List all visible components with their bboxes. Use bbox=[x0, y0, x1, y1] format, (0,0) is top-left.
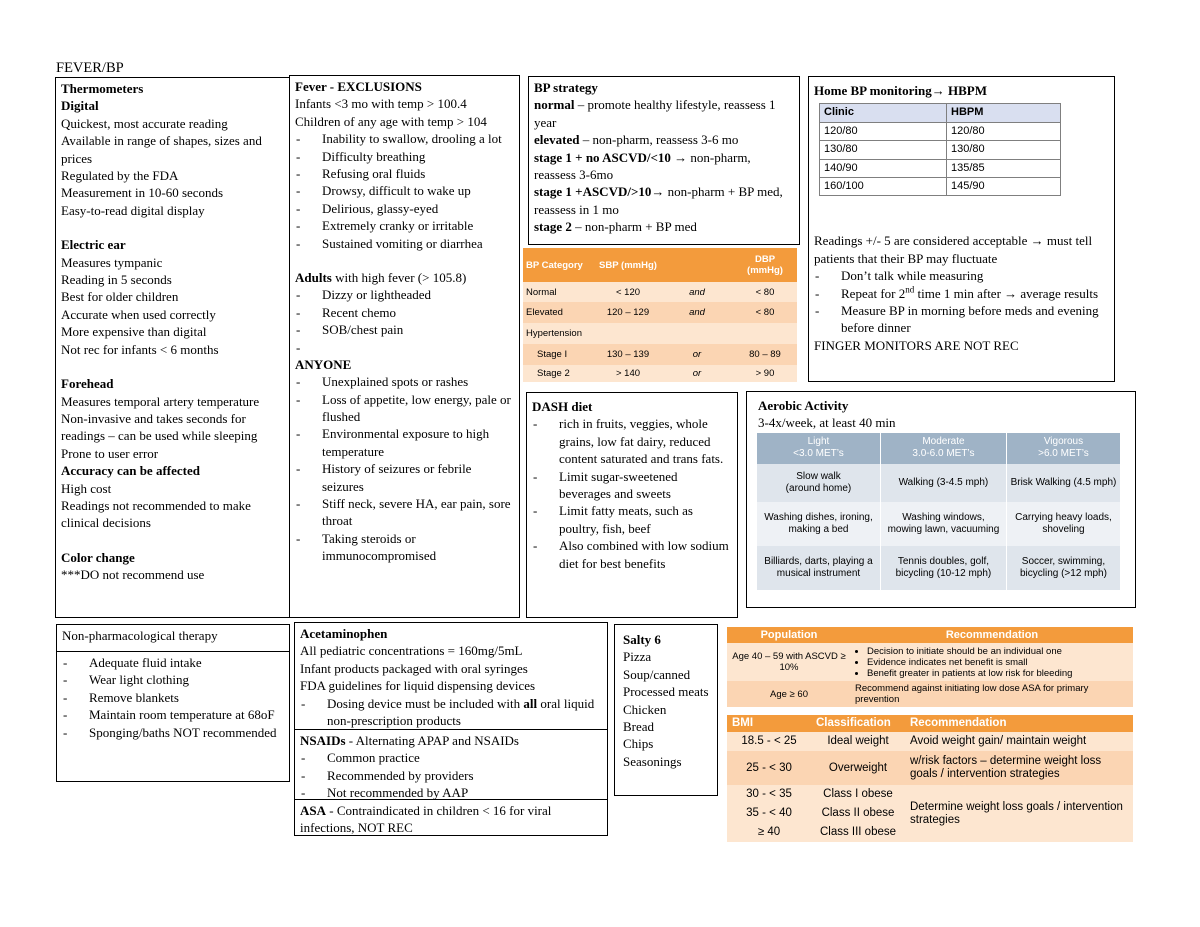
table-cell: Tennis doubles, golf, bicycling (10-12 mph) bbox=[880, 546, 1006, 590]
population-rec-list bbox=[855, 646, 1129, 679]
acetaminophen-line: All pediatric concentrations = 160mg/5mL bbox=[300, 643, 523, 659]
table-row bbox=[757, 546, 1121, 590]
table-cell: > 90 bbox=[733, 365, 797, 382]
thermometers-box bbox=[55, 77, 290, 618]
list-item: - Measure BP in morning before meds and evening before dinner bbox=[814, 302, 1109, 337]
table-cell: Normal bbox=[523, 282, 595, 302]
aerobic-subtitle: 3-4x/week, at least 40 min bbox=[758, 415, 896, 431]
accuracy-heading: Accuracy can be affected bbox=[61, 463, 200, 479]
table-cell: Class II obese bbox=[811, 804, 905, 823]
list-item: - Extremely cranky or irritable bbox=[295, 217, 514, 234]
table-cell: 120/80 bbox=[947, 122, 1061, 140]
population-table-wrap bbox=[727, 627, 1133, 708]
list-item: - Difficulty breathing bbox=[295, 148, 514, 165]
nsaids-box bbox=[294, 729, 608, 800]
bp-strategy-title: BP strategy bbox=[534, 80, 598, 95]
table-row bbox=[727, 732, 1133, 751]
salty6-item: Soup/canned bbox=[623, 666, 691, 682]
bp-stage1b-label: stage 1 +ASCVD/>10 bbox=[534, 184, 652, 200]
nsaids-list bbox=[300, 749, 602, 801]
acetaminophen-line: FDA guidelines for liquid dispensing devices bbox=[300, 678, 536, 694]
table-header-row bbox=[727, 715, 1133, 732]
table-row bbox=[523, 344, 797, 365]
list-item: - Dizzy or lightheaded bbox=[295, 286, 514, 303]
forehead-line: Non-invasive and takes seconds for readings – can be used while sleeping bbox=[61, 410, 258, 444]
table-header-cell: BP Category bbox=[523, 248, 595, 282]
nsaids-title bbox=[300, 732, 602, 749]
list-item: • Benefit greater in patients at low risk for bleeding bbox=[867, 668, 1129, 679]
table-cell: 30 - < 35 bbox=[727, 785, 811, 804]
forehead-line: Measures temporal artery temperature bbox=[61, 393, 260, 409]
table-cell: Washing dishes, ironing, making a bed bbox=[757, 502, 880, 546]
anyone-heading: ANYONE bbox=[295, 356, 352, 372]
table-row bbox=[820, 178, 1061, 196]
table-cell: 140/90 bbox=[820, 159, 947, 177]
table-cell: 145/90 bbox=[947, 178, 1061, 196]
table-cell: or bbox=[661, 365, 733, 382]
list-item: - Not recommended by AAP bbox=[300, 784, 602, 801]
bmi-table bbox=[727, 715, 1133, 842]
list-item: - Wear light clothing bbox=[62, 671, 284, 688]
table-cell: 80 – 89 bbox=[733, 344, 797, 365]
table-cell: 130/80 bbox=[820, 141, 947, 159]
salty6-item: Chicken bbox=[623, 701, 667, 717]
list-item: • Evidence indicates net benefit is small bbox=[867, 657, 1129, 668]
color-change-line: ***DO not recommend use bbox=[61, 567, 205, 583]
list-item: - Drowsy, difficult to wake up bbox=[295, 182, 514, 199]
hbpm-readings-text: Readings +/- 5 are considered acceptable → must tell patients that their BP may fluctuate bbox=[814, 233, 1093, 266]
bp-category-table-wrap bbox=[523, 248, 797, 382]
table-cell: Washing windows, mowing lawn, vacuuming bbox=[880, 502, 1006, 546]
bp-stage2-label: stage 2 bbox=[534, 219, 572, 235]
thermometers-title: Thermometers bbox=[61, 81, 144, 96]
list-item: - Limit fatty meats, such as poultry, fish, beef bbox=[532, 502, 732, 537]
table-cell: Soccer, swimming, bicycling (>12 mph) bbox=[1006, 546, 1120, 590]
table-cell: Carrying heavy loads, shoveling bbox=[1006, 502, 1120, 546]
table-cell: Avoid weight gain/ maintain weight bbox=[905, 732, 1133, 751]
list-item: - Recent chemo bbox=[295, 304, 514, 321]
hbpm-box bbox=[808, 76, 1115, 382]
asa-description: - Contraindicated in children < 16 for viral infections, NOT REC bbox=[300, 803, 552, 836]
table-cell bbox=[851, 643, 1133, 681]
nonpharm-title-box bbox=[56, 624, 290, 652]
fever-intro-line: Infants <3 mo with temp > 100.4 bbox=[295, 96, 467, 112]
table-cell: 120/80 bbox=[820, 122, 947, 140]
table-header-cell: HBPM bbox=[947, 104, 1061, 122]
table-cell: < 80 bbox=[733, 282, 797, 302]
ear-line: Not rec for infants < 6 months bbox=[61, 341, 219, 357]
forehead-heading: Forehead bbox=[61, 376, 114, 392]
table-cell: Age 40 – 59 with ASCVD ≥ 10% bbox=[727, 643, 851, 681]
table-cell: Class I obese bbox=[811, 785, 905, 804]
table-cell: and bbox=[661, 282, 733, 302]
dash-list bbox=[532, 415, 732, 572]
table-cell: ≥ 40 bbox=[727, 823, 811, 842]
ear-line: Measures tympanic bbox=[61, 254, 163, 270]
bp-normal-line bbox=[534, 96, 794, 131]
list-item: - Adequate fluid intake bbox=[62, 654, 284, 671]
table-row bbox=[523, 282, 797, 302]
table-cell: 25 - < 30 bbox=[727, 751, 811, 785]
aerobic-title: Aerobic Activity bbox=[758, 398, 849, 413]
bp-elevated-text: – non-pharm, reassess 3-6 mo bbox=[579, 132, 739, 148]
dosing-rest: oral liquid non-prescription products bbox=[327, 695, 595, 729]
table-row bbox=[523, 302, 797, 323]
list-item: - Delirious, glassy-eyed bbox=[295, 200, 514, 217]
bp-elevated-label: elevated bbox=[534, 132, 580, 148]
table-header-cell: Recommendation bbox=[905, 715, 1133, 732]
bmi-table-wrap bbox=[727, 715, 1133, 843]
adult-exclusion-list bbox=[295, 286, 514, 355]
table-header-cell: BMI bbox=[727, 715, 811, 732]
table-cell: Stage I bbox=[523, 344, 595, 365]
table-cell: Billiards, darts, playing a musical instrument bbox=[757, 546, 880, 590]
table-cell: < 120 bbox=[595, 282, 661, 302]
list-item: - Taking steroids or immunocompromised bbox=[295, 530, 514, 565]
salty6-item: Chips bbox=[623, 736, 654, 752]
table-cell: w/risk factors – determine weight loss goals / intervention strategies bbox=[905, 751, 1133, 785]
list-item: - Inability to swallow, drooling a lot bbox=[295, 130, 514, 147]
list-item: - Refusing oral fluids bbox=[295, 165, 514, 182]
ear-line: Accurate when used correctly bbox=[61, 306, 216, 322]
digital-line: Regulated by the FDA bbox=[61, 168, 179, 184]
fever-intro-line: Children of any age with temp > 104 bbox=[295, 113, 487, 129]
list-item: - Environmental exposure to high temperature bbox=[295, 425, 514, 460]
table-row bbox=[523, 323, 797, 344]
bp-stage1b-line bbox=[534, 183, 794, 218]
hbpm-repeat-sup: nd bbox=[905, 284, 915, 295]
population-table bbox=[727, 627, 1133, 707]
table-cell: < 80 bbox=[733, 302, 797, 323]
table-row bbox=[727, 643, 1133, 681]
table-header-cell: SBP (mmHg) bbox=[595, 248, 661, 282]
list-item: - Limit sugar-sweetened beverages and sweets bbox=[532, 468, 732, 503]
table-cell: Elevated bbox=[523, 302, 595, 323]
hbpm-repeat-text: Repeat for 2 bbox=[841, 285, 906, 301]
acetaminophen-title: Acetaminophen bbox=[300, 626, 388, 641]
list-item: - Unexplained spots or rashes bbox=[295, 373, 514, 390]
adults-label: Adults bbox=[295, 270, 332, 286]
table-header-cell: Recommendation bbox=[851, 627, 1133, 643]
digital-line: Quickest, most accurate reading bbox=[61, 115, 228, 131]
ear-line: Reading in 5 seconds bbox=[61, 272, 172, 288]
salty6-item: Processed meats bbox=[623, 684, 709, 700]
list-item: - Sustained vomiting or diarrhea bbox=[295, 235, 514, 252]
salty6-item: Seasonings bbox=[623, 753, 682, 769]
aerobic-table bbox=[757, 433, 1121, 590]
table-cell: Slow walk (around home) bbox=[757, 464, 880, 502]
table-row bbox=[757, 464, 1121, 502]
color-change-heading: Color change bbox=[61, 549, 135, 565]
table-header-row bbox=[820, 104, 1061, 122]
table-cell: Determine weight loss goals / intervention strategies bbox=[905, 785, 1133, 842]
table-header-row bbox=[523, 248, 797, 282]
table-header-cell: Population bbox=[727, 627, 851, 643]
asa-box bbox=[294, 799, 608, 836]
table-header-row bbox=[727, 627, 1133, 643]
list-item: - Maintain room temperature at 68oF bbox=[62, 706, 284, 723]
list-item: - Loss of appetite, low energy, pale or flushed bbox=[295, 391, 514, 426]
table-row bbox=[727, 751, 1133, 785]
asa-label: ASA bbox=[300, 803, 327, 818]
table-cell: 18.5 - < 25 bbox=[727, 732, 811, 751]
nsaids-label: NSAIDs bbox=[300, 733, 346, 748]
adults-line bbox=[295, 269, 514, 286]
nsaids-subtitle: - Alternating APAP and NSAIDs bbox=[345, 733, 519, 748]
salty6-title: Salty 6 bbox=[623, 632, 661, 647]
ear-line: More expensive than digital bbox=[61, 324, 207, 340]
salty6-item: Pizza bbox=[623, 649, 652, 665]
table-cell: 130 – 139 bbox=[595, 344, 661, 365]
bp-elevated-line bbox=[534, 131, 794, 148]
table-cell: Overweight bbox=[811, 751, 905, 785]
list-item bbox=[300, 695, 602, 730]
bp-normal-text: – promote healthy lifestyle, reassess 1 year bbox=[534, 97, 776, 130]
fever-exclusions-box bbox=[289, 75, 520, 618]
bp-stage1a-text: → non-pharm, reassess 3-6mo bbox=[534, 149, 751, 183]
nonpharm-list bbox=[62, 654, 284, 741]
digital-line: Measurement in 10-60 seconds bbox=[61, 185, 224, 201]
list-item: - SOB/chest pain bbox=[295, 321, 514, 338]
digital-line: Available in range of shapes, sizes and prices bbox=[61, 133, 262, 166]
bp-category-table bbox=[523, 248, 797, 382]
salty6-item: Bread bbox=[623, 719, 655, 735]
bp-stage2-text: – non-pharm + BP med bbox=[571, 219, 697, 235]
acetaminophen-line: Infant products packaged with oral syringes bbox=[300, 660, 528, 676]
table-header-cell: Clinic bbox=[820, 104, 947, 122]
table-cell: 130/80 bbox=[947, 141, 1061, 159]
list-item bbox=[295, 339, 514, 356]
table-cell: 120 – 129 bbox=[595, 302, 661, 323]
bp-stage1a-line bbox=[534, 149, 794, 184]
ear-line: Best for older children bbox=[61, 289, 179, 305]
child-exclusion-list bbox=[295, 130, 514, 252]
digital-heading: Digital bbox=[61, 98, 99, 114]
table-header-cell: Classification bbox=[811, 715, 905, 732]
fever-exclusions-title: Fever - EXCLUSIONS bbox=[295, 79, 422, 94]
list-item: - History of seizures or febrile seizures bbox=[295, 460, 514, 495]
table-row bbox=[757, 502, 1121, 546]
table-cell: Ideal weight bbox=[811, 732, 905, 751]
adults-criteria: with high fever (> 105.8) bbox=[331, 270, 467, 286]
anyone-exclusion-list bbox=[295, 373, 514, 564]
hbpm-title: Home BP monitoring→ HBPM bbox=[814, 83, 987, 98]
table-header-cell: Moderate 3.0-6.0 MET’s bbox=[880, 433, 1006, 464]
bp-stage1a-label: stage 1 + no ASCVD/<10 bbox=[534, 149, 671, 165]
table-header-cell: DBP (mmHg) bbox=[733, 248, 797, 282]
table-cell: Stage 2 bbox=[523, 365, 595, 382]
nonpharm-box bbox=[56, 651, 290, 782]
table-cell: and bbox=[661, 302, 733, 323]
bp-normal-label: normal bbox=[534, 97, 575, 113]
list-item: - Common practice bbox=[300, 749, 602, 766]
bp-stage1b-text: → non-pharm + BP med, reassess in 1 mo bbox=[534, 184, 783, 217]
table-cell: Age ≥ 60 bbox=[727, 681, 851, 707]
dash-box bbox=[526, 392, 738, 618]
ear-heading: Electric ear bbox=[61, 237, 126, 253]
list-item bbox=[814, 285, 1109, 302]
list-item: - Don’t talk while measuring bbox=[814, 267, 1109, 284]
asa-text bbox=[300, 802, 602, 837]
list-item: - Also combined with low sodium diet for best benefits bbox=[532, 537, 732, 572]
nonpharm-title: Non-pharmacological therapy bbox=[62, 628, 218, 643]
list-item: - Remove blankets bbox=[62, 689, 284, 706]
dosing-emphasis: all bbox=[523, 695, 538, 711]
list-item: - Sponging/baths NOT recommended bbox=[62, 724, 284, 741]
hbpm-repeat-rest: time 1 min after → average results bbox=[914, 285, 1099, 301]
table-cell: > 140 bbox=[595, 365, 661, 382]
accuracy-line: High cost bbox=[61, 480, 112, 496]
table-cell: Class III obese bbox=[811, 823, 905, 842]
table-header-cell bbox=[661, 248, 733, 282]
forehead-line: Prone to user error bbox=[61, 445, 159, 461]
table-cell: 35 - < 40 bbox=[727, 804, 811, 823]
table-cell: 135/85 bbox=[947, 159, 1061, 177]
table-cell: Brisk Walking (4.5 mph) bbox=[1006, 464, 1120, 502]
table-header-row bbox=[757, 433, 1121, 464]
table-row bbox=[727, 681, 1133, 707]
hbpm-list bbox=[814, 267, 1109, 337]
digital-line: Easy-to-read digital display bbox=[61, 202, 205, 218]
table-header-cell: Light <3.0 MET’s bbox=[757, 433, 880, 464]
table-cell: Walking (3-4.5 mph) bbox=[880, 464, 1006, 502]
list-item: - Recommended by providers bbox=[300, 767, 602, 784]
table-header-cell: Vigorous >6.0 MET’s bbox=[1006, 433, 1120, 464]
list-item: • Decision to initiate should be an individual one bbox=[867, 646, 1129, 657]
table-row bbox=[820, 122, 1061, 140]
aerobic-box bbox=[746, 391, 1136, 608]
table-cell: 160/100 bbox=[820, 178, 947, 196]
bp-stage2-line bbox=[534, 218, 794, 235]
table-cell: Recommend against initiating low dose ASA for primary prevention bbox=[851, 681, 1133, 707]
table-cell: Hypertension bbox=[523, 323, 797, 344]
page-title: FEVER/BP bbox=[56, 60, 124, 76]
acetaminophen-list bbox=[300, 695, 602, 730]
accuracy-line: Readings not recommended to make clinical decisions bbox=[61, 497, 251, 531]
dosing-text: Dosing device must be included with bbox=[327, 695, 524, 711]
dash-title: DASH diet bbox=[532, 399, 593, 414]
list-item: - rich in fruits, veggies, whole grains, low fat dairy, reduced content saturated and trans fats. bbox=[532, 415, 732, 467]
list-item: - Stiff neck, severe HA, ear pain, sore throat bbox=[295, 495, 514, 530]
bp-strategy-box bbox=[528, 76, 800, 245]
hbpm-table bbox=[819, 103, 1061, 196]
table-cell: or bbox=[661, 344, 733, 365]
table-row bbox=[820, 159, 1061, 177]
finger-monitor-note: FINGER MONITORS ARE NOT REC bbox=[814, 337, 1019, 353]
table-row bbox=[523, 365, 797, 382]
acetaminophen-box bbox=[294, 622, 608, 730]
salty6-box bbox=[614, 624, 718, 796]
table-row bbox=[820, 141, 1061, 159]
table-row bbox=[727, 785, 1133, 804]
